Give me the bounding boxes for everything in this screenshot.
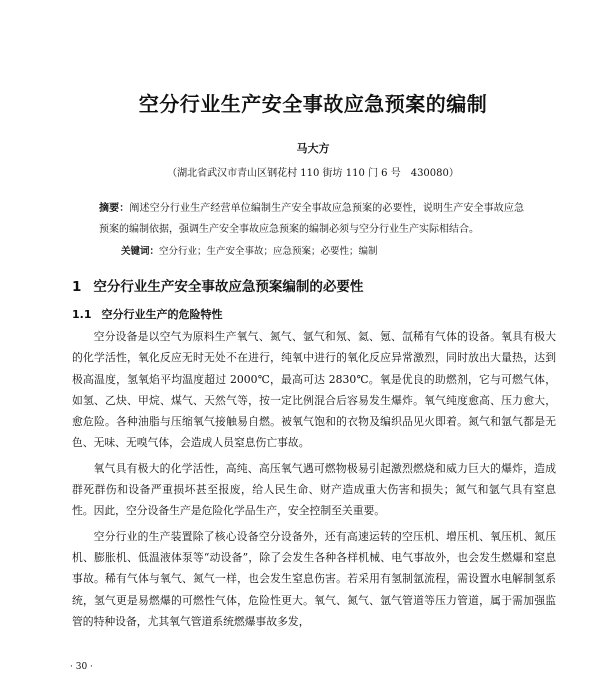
body-paragraph: 空分设备是以空气为原料生产氧气、氮气、氩气和氖、氦、氪、氙稀有气体的设备。氧具有极大的化学活性，氧化反应无时无处不在进行，纯氧中进行的氧化反应异常激烈，同时放出大量热，达到极高温度，氢氧焰平均温度超过 2000℃，最高可达 2830℃。氧是优良的助燃剂，它与可燃气体，如氢、乙炔、甲烷、煤气、天然气等，按一定比例混合后容易发生爆炸。氧气纯度愈高、压力愈大，愈危险。各种油脂与压缩氧气接触易自燃。被氧气饱和的衣物及编织品见火即着。氮气和氩气都是无色、无味、无嗅气体，会造成人员窒息伤亡事故。 (72, 330, 556, 450)
abstract-block (70, 198, 556, 240)
abstract-label: 摘要： (99, 203, 130, 214)
keywords-label: 关键词： (121, 246, 160, 257)
section-title: 空分行业生产安全事故应急预案编制的必要性 (93, 279, 364, 295)
subsection-heading-1-1 (70, 306, 556, 322)
subsection-title: 空分行业生产的危险特性 (101, 308, 223, 321)
section-number: 1 (72, 279, 82, 295)
author-affiliation: （湖北省武汉市青山区钢花村 110 街坊 110 门 6 号 430080） (167, 168, 459, 179)
keywords-block (70, 243, 556, 257)
keywords-text: 空分行业；生产安全事故；应急预案；必要性；编制 (159, 246, 378, 257)
page-number: · 30 · (70, 662, 93, 672)
section-heading-1 (70, 275, 556, 295)
article-author: 马大方 (296, 142, 330, 155)
body-paragraph: 氧气具有极大的化学活性，高纯、高压氧气遇可燃物极易引起激烈燃烧和威力巨大的爆炸，造成群死群伤和设备严重损坏甚至报废，给人民生命、财产造成重大伤害和损失；氮气和氩气具有窒息性。因此，空分设备生产是危险化学品生产，安全控制至关重要。 (72, 461, 556, 518)
subsection-number: 1.1 (72, 308, 92, 321)
article-title: 空分行业生产安全事故应急预案的编制 (138, 92, 488, 116)
abstract-text: 阐述空分行业生产经营单位编制生产安全事故应急预案的必要性，说明生产安全事故应急预案的编制依据，强调生产安全事故应急预案的编制必须与空分行业生产实际相结合。 (99, 203, 525, 235)
body-paragraph: 空分行业的生产装置除了核心设备空分设备外，还有高速运转的空压机、增压机、氧压机、氮压机、膨胀机、低温液体泵等“动设备”，除了会发生各种各样机械、电气事故外，也会发生燃爆和窒息事故。稀有气体与氧气、氮气一样，也会发生窒息伤害。若采用有氢制氩流程，需设置水电解制氢系统，氢气更是易燃爆的可燃性气体，危险性更大。氧气、氮气、氩气管道等压力管道，属于需加强监管的特种设备，尤其氧气管道系统燃爆事故多发， (72, 529, 556, 628)
